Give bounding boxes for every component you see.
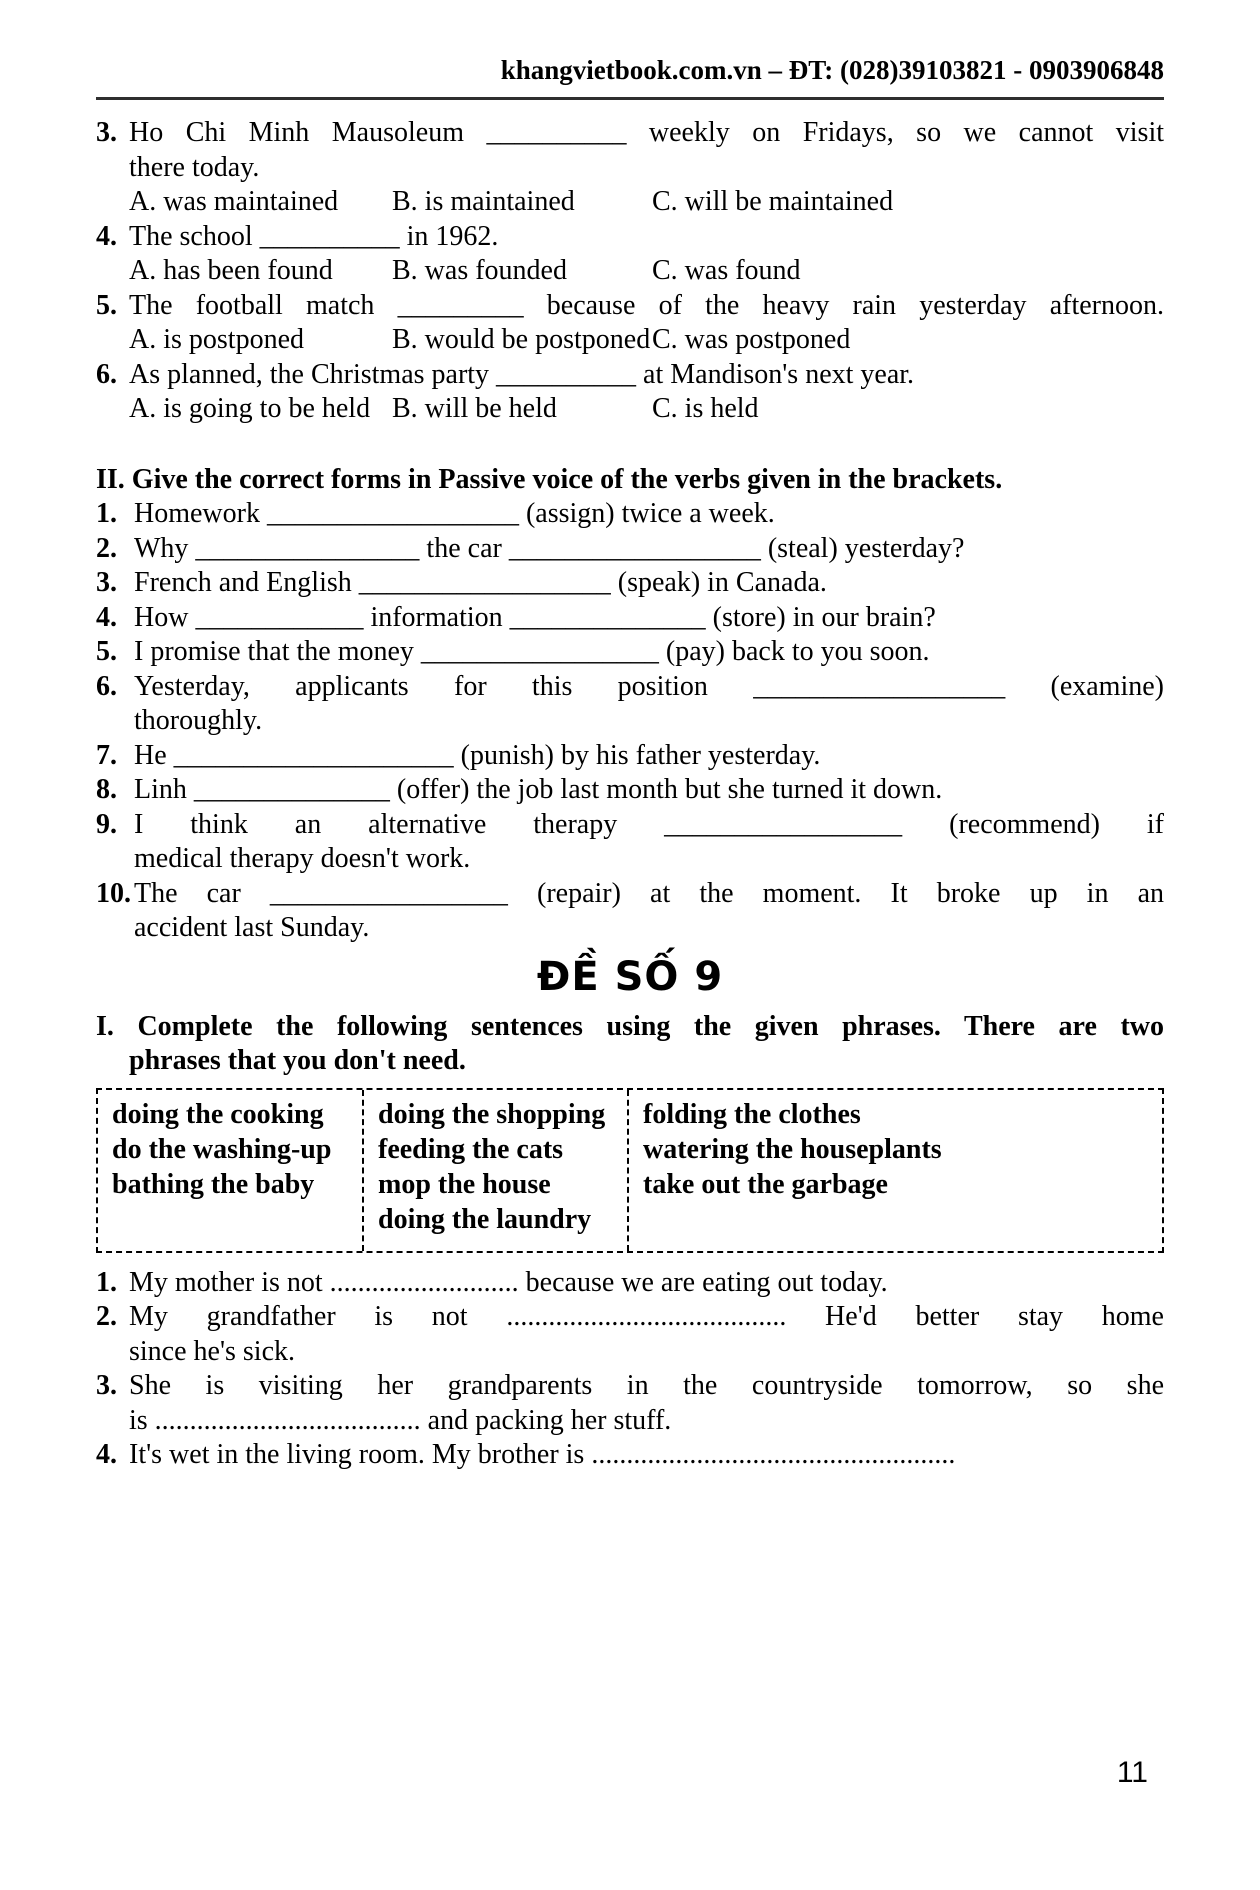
part2-item-9-continuation: medical therapy doesn't work. <box>134 843 471 874</box>
item-number: 9. <box>96 808 117 840</box>
phrase: do the washing-up <box>112 1133 332 1165</box>
sentence-text: She is visiting her grandparents in the countryside tomorrow, so she <box>129 1370 1164 1401</box>
part1-title: I. Complete the following sentences using the given phrases. There are two <box>96 1010 1164 1042</box>
question-3-continuation: there today. <box>129 151 260 183</box>
option-c: C. was found <box>652 255 801 286</box>
item-text: French and English __________________ (speak) in Canada. <box>134 567 827 598</box>
item-number: 5. <box>96 636 117 667</box>
header-rule <box>96 97 1164 100</box>
item-number: 6. <box>96 670 117 702</box>
option-a: A. was maintained <box>129 186 339 217</box>
part2-item-7 <box>96 739 1164 774</box>
question-3-text: Ho Chi Minh Mausoleum __________ weekly on Fridays, so we cannot visit <box>129 117 1164 148</box>
phrase: bathing the baby <box>112 1168 315 1200</box>
part1-sentences <box>96 1266 1164 1473</box>
option-b: B. would be postponed <box>392 324 651 355</box>
part1-title-continuation: phrases that you don't need. <box>129 1045 466 1076</box>
sentence-number: 1. <box>96 1266 117 1298</box>
page-header <box>96 54 1164 86</box>
phrase: doing the laundry <box>378 1203 592 1235</box>
part2-item-8 <box>96 773 1164 808</box>
option-c: C. is held <box>652 393 759 424</box>
phrase-column-3 <box>627 1090 1162 1251</box>
part2-item-10 <box>96 877 1164 912</box>
part2-title: II. Give the correct forms in Passive voice of the verbs given in the brackets. <box>96 463 1003 495</box>
item-text: The car _________________ (repair) at the moment. It broke up in an <box>134 877 1164 909</box>
part2-items <box>96 497 1164 946</box>
phrase: feeding the cats <box>378 1133 564 1165</box>
question-5 <box>96 289 1164 324</box>
header-text: khangvietbook.com.vn – ĐT: (028)39103821 - 0903906848 <box>500 55 1164 85</box>
question-3-number: 3. <box>96 117 117 148</box>
option-a: A. is postponed <box>129 324 304 355</box>
option-c: C. was postponed <box>652 324 851 355</box>
sentence-2-continuation: since he's sick. <box>129 1335 296 1367</box>
item-text: He ____________________ (punish) by his father yesterday. <box>134 739 821 771</box>
item-number: 3. <box>96 567 117 598</box>
option-b: B. will be held <box>392 393 557 424</box>
sentence-3-continuation: is ...................................... and packing her stuff. <box>129 1404 672 1436</box>
phrase: watering the houseplants <box>643 1133 942 1165</box>
option-c: C. will be maintained <box>652 186 894 217</box>
sentence-1 <box>96 1266 1164 1301</box>
item-text: Yesterday, applicants for this position __________________ (examine) <box>134 670 1164 702</box>
part2-item-1 <box>96 497 1164 532</box>
question-4-options <box>129 254 1164 289</box>
part2-item-5 <box>96 635 1164 670</box>
question-4-text: The school __________ in 1962. <box>129 220 499 252</box>
sentence-2 <box>96 1300 1164 1335</box>
item-text: I promise that the money _________________ (pay) back to you soon. <box>134 636 930 667</box>
phrase-table <box>96 1088 1164 1253</box>
part2-item-2 <box>96 532 1164 567</box>
sentence-4 <box>96 1438 1164 1473</box>
question-3-options <box>129 185 1164 220</box>
phrase: mop the house <box>378 1168 551 1200</box>
option-b: B. was founded <box>392 255 567 286</box>
item-text: Linh ______________ (offer) the job last month but she turned it down. <box>134 774 943 805</box>
sentence-text: It's wet in the living room. My brother is .................................................... <box>129 1439 956 1470</box>
sentence-number: 4. <box>96 1439 117 1470</box>
phrase: folding the clothes <box>643 1098 861 1130</box>
option-a: A. is going to be held <box>129 393 371 424</box>
question-6 <box>96 358 1164 393</box>
item-number: 2. <box>96 532 117 564</box>
part2-item-9 <box>96 808 1164 843</box>
question-3 <box>96 116 1164 151</box>
phrase: doing the cooking <box>112 1098 324 1130</box>
question-6-options <box>129 392 1164 427</box>
phrase: take out the garbage <box>643 1168 888 1200</box>
question-4-number: 4. <box>96 220 117 252</box>
phrase-column-2 <box>362 1090 627 1251</box>
question-6-text: As planned, the Christmas party __________ at Mandison's next year. <box>129 358 915 390</box>
item-text: Why ________________ the car __________________ (steal) yesterday? <box>134 532 965 564</box>
item-text: How ____________ information ______________ (store) in our brain? <box>134 601 936 633</box>
item-text: I think an alternative therapy _________________ (recommend) if <box>134 808 1164 840</box>
sentence-text: My grandfather is not ........................................ He'd better stay home <box>129 1301 1164 1332</box>
part2-item-6-continuation: thoroughly. <box>134 705 263 736</box>
question-5-text: The football match _________ because of the heavy rain yesterday afternoon. <box>129 289 1164 321</box>
item-number: 8. <box>96 774 117 805</box>
question-5-options <box>129 323 1164 358</box>
multiple-choice-block <box>96 116 1164 427</box>
part2-item-4 <box>96 601 1164 636</box>
sentence-number: 2. <box>96 1301 117 1332</box>
phrase: doing the shopping <box>378 1098 606 1130</box>
de-so-9-title: ĐỀ SỐ 9 <box>536 953 724 1000</box>
item-text: Homework __________________ (assign) twice a week. <box>134 498 775 529</box>
sentence-number: 3. <box>96 1370 117 1401</box>
item-number: 1. <box>96 498 117 529</box>
part2-item-6 <box>96 670 1164 705</box>
item-number: 7. <box>96 739 117 771</box>
question-5-number: 5. <box>96 289 117 321</box>
item-number: 10. <box>96 877 131 909</box>
option-b: B. is maintained <box>392 186 575 217</box>
part2-item-3 <box>96 566 1164 601</box>
sentence-3 <box>96 1369 1164 1404</box>
page-number: 11 <box>1116 1756 1148 1789</box>
part2-item-10-continuation: accident last Sunday. <box>134 912 370 943</box>
item-number: 4. <box>96 601 117 633</box>
question-4 <box>96 220 1164 255</box>
phrase-column-1 <box>98 1090 362 1251</box>
sentence-text: My mother is not ........................... because we are eating out today. <box>129 1266 888 1298</box>
option-a: A. has been found <box>129 255 333 286</box>
question-6-number: 6. <box>96 358 117 390</box>
